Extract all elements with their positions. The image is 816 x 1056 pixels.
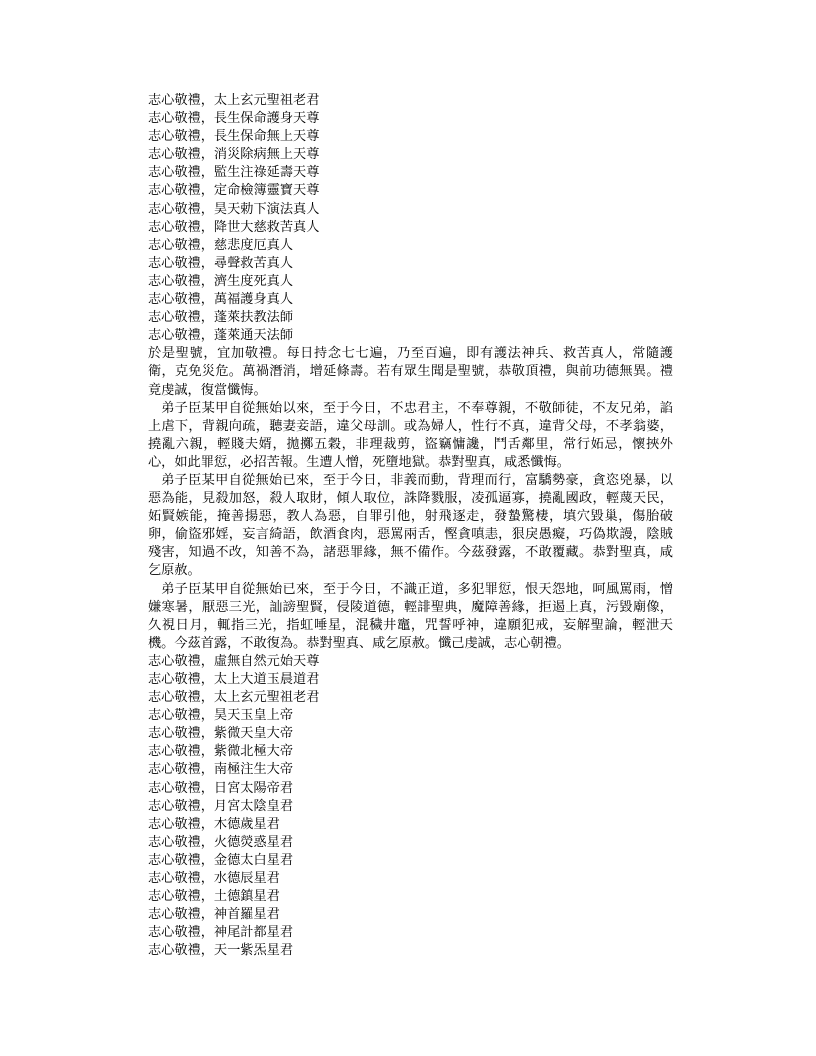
invocation-line: 志心敬禮，消災除病無上天尊: [148, 147, 320, 163]
invocation-line: 志心敬禮，長生保命護身天尊: [148, 111, 320, 127]
invocation-line: 志心敬禮，神尾計都星君: [148, 925, 294, 941]
invocation-line: 志心敬禮，降世大慈救苦真人: [148, 219, 320, 235]
invocation-line: 志心敬禮，水德辰星君: [148, 871, 280, 887]
invocation-list-1: [148, 92, 673, 345]
invocation-line: 志心敬禮，木德歲星君: [148, 816, 280, 832]
invocation-line: 志心敬禮，神首羅星君: [148, 907, 280, 923]
invocation-line: 志心敬禮，日宮太陽帝君: [148, 780, 294, 796]
invocation-line: 志心敬禮，土德鎮星君: [148, 889, 280, 905]
paragraph-confession-2: 弟子臣某甲自從無始已來，至于今日，非義而動，背理而行，富驕勢豪，貪恣兇暴，以惡為能，見殺加怒，殺人取財，傾人取位，誅降戮服，凌孤逼寡，撓亂國政，輕蔑天民，妬賢嫉能，掩善揚惡，教人為惡，自罪引他，射飛逐走，發蟄驚棲，填穴毀巢，傷胎破卵，偷盜邪婬，妄言綺語，飲酒食肉，惡罵兩舌，慳貪嗔恚，狠戾愚癡，巧偽欺謾，陰賊殘害，知過不改，知善不為，諸惡罪緣，無不備作。今茲發露，不敢覆藏。恭對聖真，咸乞原赦。: [148, 472, 673, 579]
invocation-line: 志心敬禮，濟生度死真人: [148, 273, 294, 289]
invocation-line: 志心敬禮，萬福護身真人: [148, 292, 294, 308]
paragraph-confession-1: 弟子臣某甲自從無始以來，至于今日，不忠君主，不奉尊親，不敬師徒，不友兄弟，諂上虐下，背親向疏，聽妻妾語，違父母訓。或為婦人，性行不真，違背父母，不孝翁婆，撓亂六親，輕賤夫婿，拋擲五穀，非理裁剪，盜竊慵讒，鬥舌鄰里，常行妬忌，懷挾外心，如此罪愆，必招苦報。生遭人憎，死墮地獄。恭對聖真，咸悉懺悔。: [148, 400, 673, 470]
invocation-line: 志心敬禮，紫微天皇大帝: [148, 726, 294, 742]
paragraph-merit: 於是聖號，宜加敬禮。每日持念七七遍，乃至百遍，即有護法神兵、救苦真人，常隨護衛，克免災危。萬禍潛消，增延條壽。若有眾生聞是聖號，恭敬頂禮，與前功德無異。禮竟虔誠，復當懺悔。: [148, 346, 673, 398]
invocation-line: 志心敬禮，昊天玉皇上帝: [148, 708, 294, 724]
invocation-line: 志心敬禮，定命檢簿靈寶天尊: [148, 183, 320, 199]
invocation-line: 志心敬禮，蓬萊扶教法師: [148, 310, 294, 326]
invocation-line: 志心敬禮，南極注生大帝: [148, 762, 294, 778]
invocation-line: 志心敬禮，月宮太陰皇君: [148, 798, 294, 814]
invocation-line: 志心敬禮，虛無自然元始天尊: [148, 653, 320, 669]
invocation-line: 志心敬禮，蓬萊通天法師: [148, 328, 294, 344]
invocation-line: 志心敬禮，長生保命無上天尊: [148, 129, 320, 145]
paragraph-confession-3: 弟子臣某甲自從無始已來，至于今日，不識正道，多犯罪愆，恨天怨地，呵風罵雨，憎嫌寒暑，厭惡三光，訕謗聖賢，侵陵道德，輕誹聖典，魔障善緣，拒遏上真，污毀廟像，久視日月，輒指三光，指虹唾星，混穢井竈，咒誓呼神，違願犯戒，妄解聖論，輕泄天機。今茲首露，不敢復為。恭對聖真、咸乞原赦。懺己虔誠，志心朝禮。: [148, 581, 673, 651]
invocation-line: 志心敬禮，天一紫炁星君: [148, 943, 294, 959]
invocation-line: 志心敬禮，太上玄元聖祖老君: [148, 690, 320, 706]
invocation-line: 志心敬禮，監生注祿延壽天尊: [148, 165, 320, 181]
invocation-list-2: [148, 653, 673, 961]
invocation-line: 志心敬禮，昊天勅下演法真人: [148, 201, 320, 217]
invocation-line: 志心敬禮，金德太白星君: [148, 852, 294, 868]
scripture-text: [148, 92, 673, 961]
invocation-line: 志心敬禮，紫微北極大帝: [148, 744, 294, 760]
invocation-line: 志心敬禮，尋聲救苦真人: [148, 255, 294, 271]
invocation-line: 志心敬禮，火德熒惑星君: [148, 834, 294, 850]
invocation-line: 志心敬禮，太上大道玉晨道君: [148, 672, 320, 687]
invocation-line: 志心敬禮，慈悲度厄真人: [148, 237, 294, 253]
invocation-line: 志心敬禮，太上玄元聖祖老君: [148, 93, 320, 108]
